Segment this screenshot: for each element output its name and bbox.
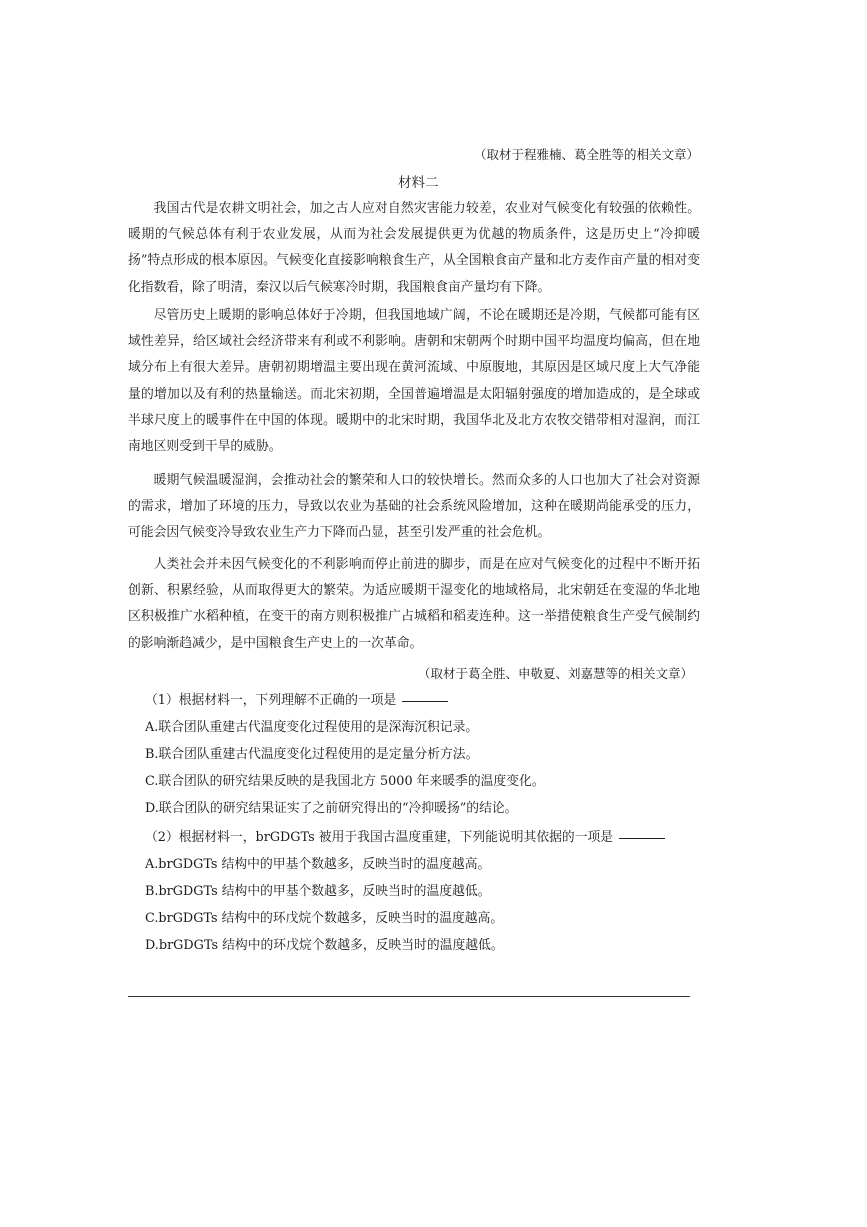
question-1-stem (145, 692, 448, 710)
question-2-option-c: C.brGDGTs 结构中的环戊烷个数越多，反映当时的温度越高。 (145, 911, 504, 926)
answer-blank (402, 701, 448, 702)
question-1-option-d: D.联合团队的研究结果证实了之前研究得出的“冷抑暖扬”的结论。 (145, 801, 518, 816)
question-2-stem (145, 829, 665, 847)
question-1-option-a: A.联合团队重建古代温度变化过程使用的是深海沉积记录。 (145, 720, 479, 735)
paragraph-2: 尽管历史上暖期的影响总体好于冷期，但我国地域广阔，不论在暖期还是冷期，气候都可能有区域性差异，给区域社会经济带来有利或不利影响。唐朝和宋朝两个时期中国平均温度均偏高，但在地域分布上有很大差异。唐朝初期增温主要出现在黄河流域、中原腹地，其原因是区域尺度上大气净能量的增加以及有利的热量输送。而北宋初期，全国普遍增温是太阳辐射强度的增加造成的，是全球或半球尺度上的暖事件在中国的体现。暖期中的北宋时期，我国华北及北方农牧交错带相对湿润，而江南地区则受到干旱的威胁。 (128, 308, 700, 455)
paragraph-4: 人类社会并未因气候变化的不利影响而停止前进的脚步，而是在应对气候变化的过程中不断开拓创新、积累经验，从而取得更大的繁荣。为适应暖期干湿变化的地域格局，北宋朝廷在变湿的华北地区积极推广水稻种植，在变干的南方则积极推广占城稻和稻麦连种。这一举措使粮食生产受气候制约的影响渐趋减少，是中国粮食生产史上的一次革命。 (128, 557, 700, 651)
paragraph-3: 暖期气候温暖湿润，会推动社会的繁荣和人口的较快增长。然而众多的人口也加大了社会对资源的需求，增加了环境的压力，导致以农业为基础的社会系统风险增加，这种在暖期尚能承受的压力，可能会因气候变冷导致农业生产力下降而凸显，甚至引发严重的社会危机。 (128, 473, 700, 541)
top-source-citation: （取材于程雅楠、葛全胜等的相关文章） (474, 147, 700, 162)
bottom-source-citation: （取材于葛全胜、申敬夏、刘嘉慧等的相关文章） (418, 666, 694, 681)
question-2-text: （2）根据材料一，brGDGTs 被用于我国古温度重建，下列能说明其依据的一项是 (145, 830, 614, 845)
answer-blank (619, 838, 665, 839)
question-1-option-b: B.联合团队重建古代温度变化过程使用的是定量分析方法。 (145, 747, 479, 762)
question-1-option-c: C.联合团队的研究结果反映的是我国北方 5000 年来暖季的温度变化。 (145, 774, 545, 789)
question-2-option-a: A.brGDGTs 结构中的甲基个数越多，反映当时的温度越高。 (145, 857, 491, 872)
material-heading: 材料二 (398, 175, 439, 191)
footer-divider (128, 996, 690, 997)
paragraph-1: 我国古代是农耕文明社会，加之古人应对自然灾害能力较差，农业对气候变化有较强的依赖性。暖期的气候总体有利于农业发展，从而为社会发展提供更为优越的物质条件，这是历史上“冷抑暖扬”特点形成的根本原因。气候变化直接影响粮食生产，从全国粮食亩产量和北方麦作亩产量的相对变化指数看，除了明清，秦汉以后气候寒冷时期，我国粮食亩产量均有下降。 (128, 201, 700, 295)
question-2-option-b: B.brGDGTs 结构中的甲基个数越多，反映当时的温度越低。 (145, 884, 491, 899)
question-1-text: （1）根据材料一，下列理解不正确的一项是 (145, 693, 397, 708)
question-2-option-d: D.brGDGTs 结构中的环戊烷个数越多，反映当时的温度越低。 (145, 938, 504, 953)
